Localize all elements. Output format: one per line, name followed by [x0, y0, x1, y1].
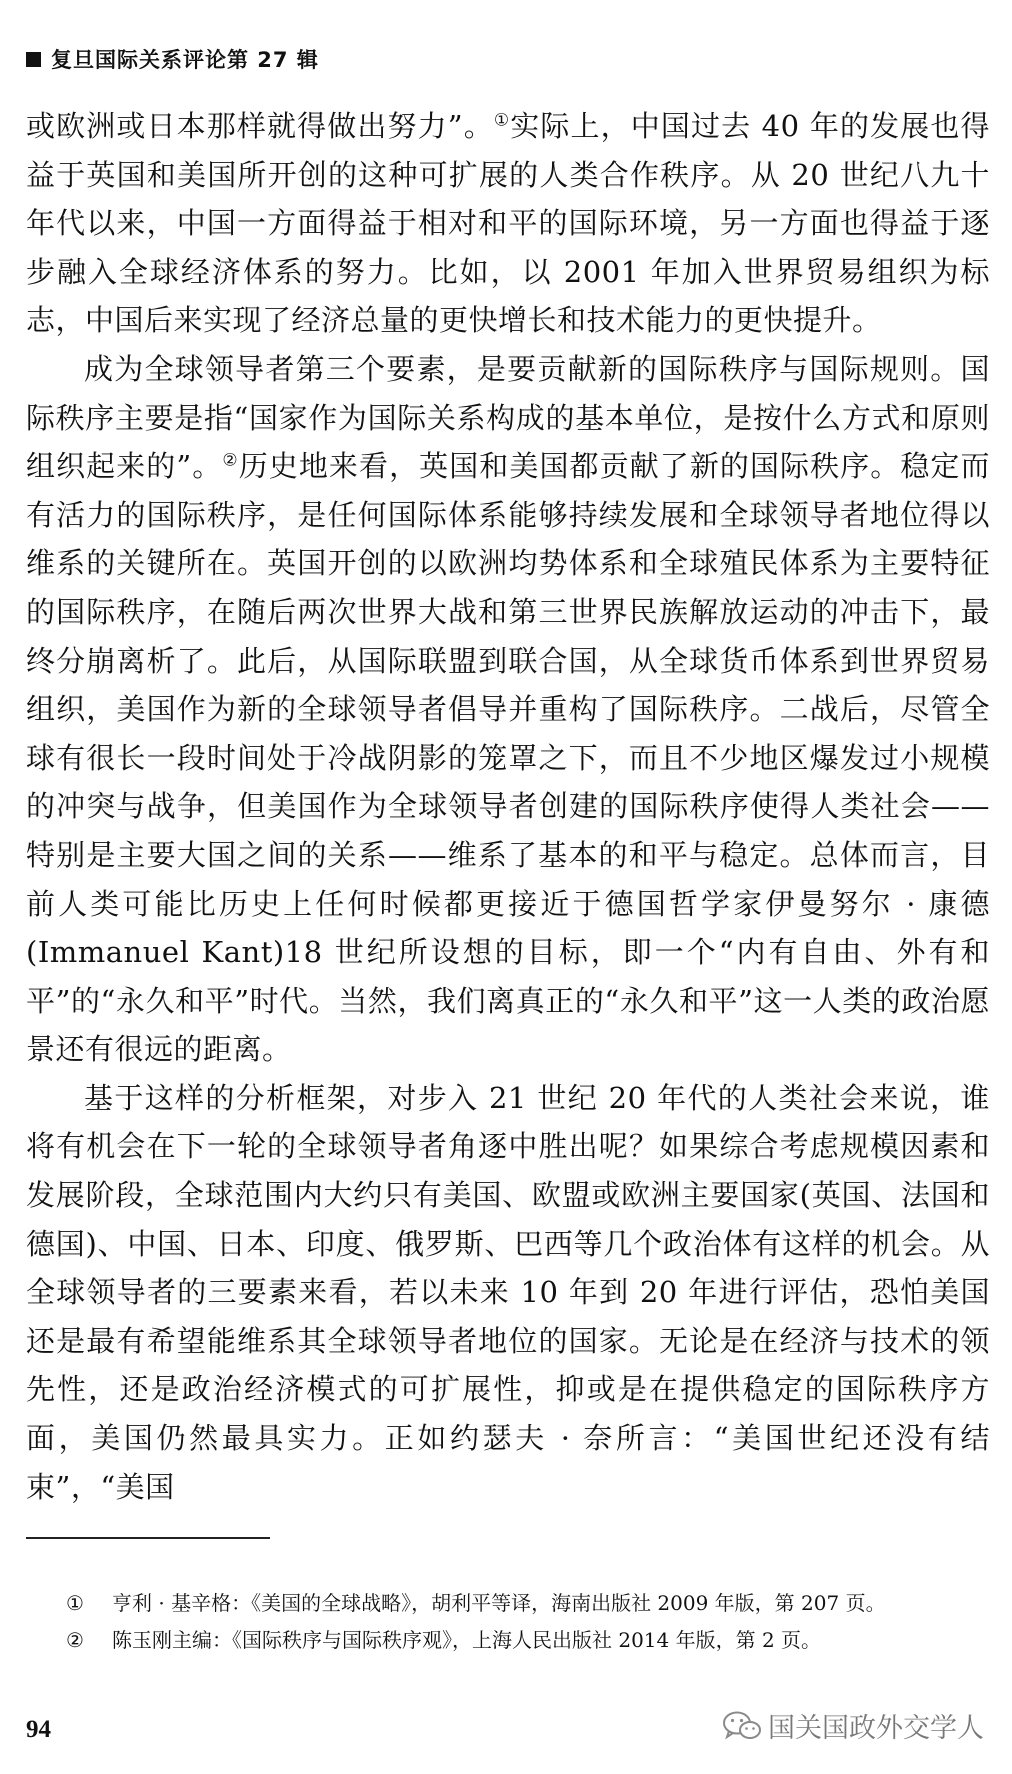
- paragraph-1-text-a: 或欧洲或日本那样就得做出努力”。: [26, 109, 494, 143]
- footnote-1: [66, 1585, 986, 1622]
- footnote-2-text: 陈玉刚主编：《国际秩序与国际秩序观》，上海人民出版社 2014 年版，第 2 页。: [112, 1628, 822, 1652]
- paragraph-2-text-a: 成为全球领导者第三个要素，是要贡献新的国际秩序与国际规则。国际秩序主要是指“国家作为国际关系构成的基本单位，是按什么方式和原则组织起来的”。: [26, 351, 990, 484]
- footnote-2-mark: ②: [66, 1628, 84, 1652]
- watermark: [722, 1706, 984, 1745]
- header-square-marker: [26, 52, 41, 67]
- paragraph-1-text-b: 实际上，中国过去 40 年的发展也得益于英国和美国所开创的这种可扩展的人类合作秩序。从 20 世纪八九十年代以来，中国一方面得益于相对和平的国际环境，另一方面也得益于逐步融入全球经济体系的努力。比如，以 2001 年加入世界贸易组织为标志，中国后来实现了经济总量的更快增长和技术能力的更快提升。: [26, 109, 991, 338]
- running-header: [26, 44, 319, 74]
- paragraph-3: [26, 1074, 990, 1511]
- page-number: 94: [26, 1716, 51, 1743]
- wechat-icon: [722, 1710, 762, 1742]
- paragraph-2: [26, 345, 990, 1074]
- footnote-2: [66, 1622, 986, 1659]
- footnote-1-text: 亨利 · 基辛格：《美国的全球战略》，胡利平等译，海南出版社 2009 年版，第 207 页。: [112, 1591, 886, 1615]
- watermark-text: 国关国政外交学人: [768, 1713, 984, 1744]
- paragraph-1: [26, 102, 990, 345]
- footnote-ref-1[interactable]: ①: [493, 110, 511, 131]
- main-text: [26, 102, 990, 1511]
- paragraph-2-text-b: 历史地来看，英国和美国都贡献了新的国际秩序。稳定而有活力的国际秩序，是任何国际体系能够持续发展和全球领导者地位得以维系的关键所在。英国开创的以欧洲均势体系和全球殖民体系为主要特征的国际秩序，在随后两次世界大战和第三世界民族解放运动的冲击下，最终分崩离析了。此后，从国际联盟到联合国，从全球货币体系到世界贸易组织，美国作为新的全球领导者倡导并重构了国际秩序。二战后，尽管全球有很长一段时间处于冷战阴影的笼罩之下，而且不少地区爆发过小规模的冲突与战争，但美国作为全球领导者创建的国际秩序使得人类社会——特别是主要大国之间的关系——维系了基本的和平与稳定。总体而言，目前人类可能比历史上任何时候都更接近于德国哲学家伊曼努尔 · 康德(Immanuel Kant)18 世纪所设想的目标，即一个“内有自由、外有和平”的“永久和平”时代。当然，我们离真正的“永久和平”这一人类的政治愿景还有很远的距离。: [26, 449, 990, 1067]
- footnotes: [66, 1585, 986, 1659]
- footnote-ref-2[interactable]: ②: [222, 450, 239, 471]
- footnote-1-mark: ①: [66, 1591, 84, 1615]
- running-header-title: 复旦国际关系评论第 27 辑: [51, 48, 319, 72]
- paragraph-3-text: 基于这样的分析框架，对步入 21 世纪 20 年代的人类社会来说，谁将有机会在下一轮的全球领导者角逐中胜出呢？如果综合考虑规模因素和发展阶段，全球范围内大约只有美国、欧盟或欧洲主要国家(英国、法国和德国)、中国、日本、印度、俄罗斯、巴西等几个政治体有这样的机会。从全球领导者的三要素来看，若以未来 10 年到 20 年进行评估，恐怕美国还是最有希望能维系其全球领导者地位的国家。无论是在经济与技术的领先性，还是政治经济模式的可扩展性，抑或是在提供稳定的国际秩序方面，美国仍然最具实力。正如约瑟夫 · 奈所言：“美国世纪还没有结束”，“美国: [26, 1080, 990, 1504]
- footnote-divider: [26, 1537, 270, 1539]
